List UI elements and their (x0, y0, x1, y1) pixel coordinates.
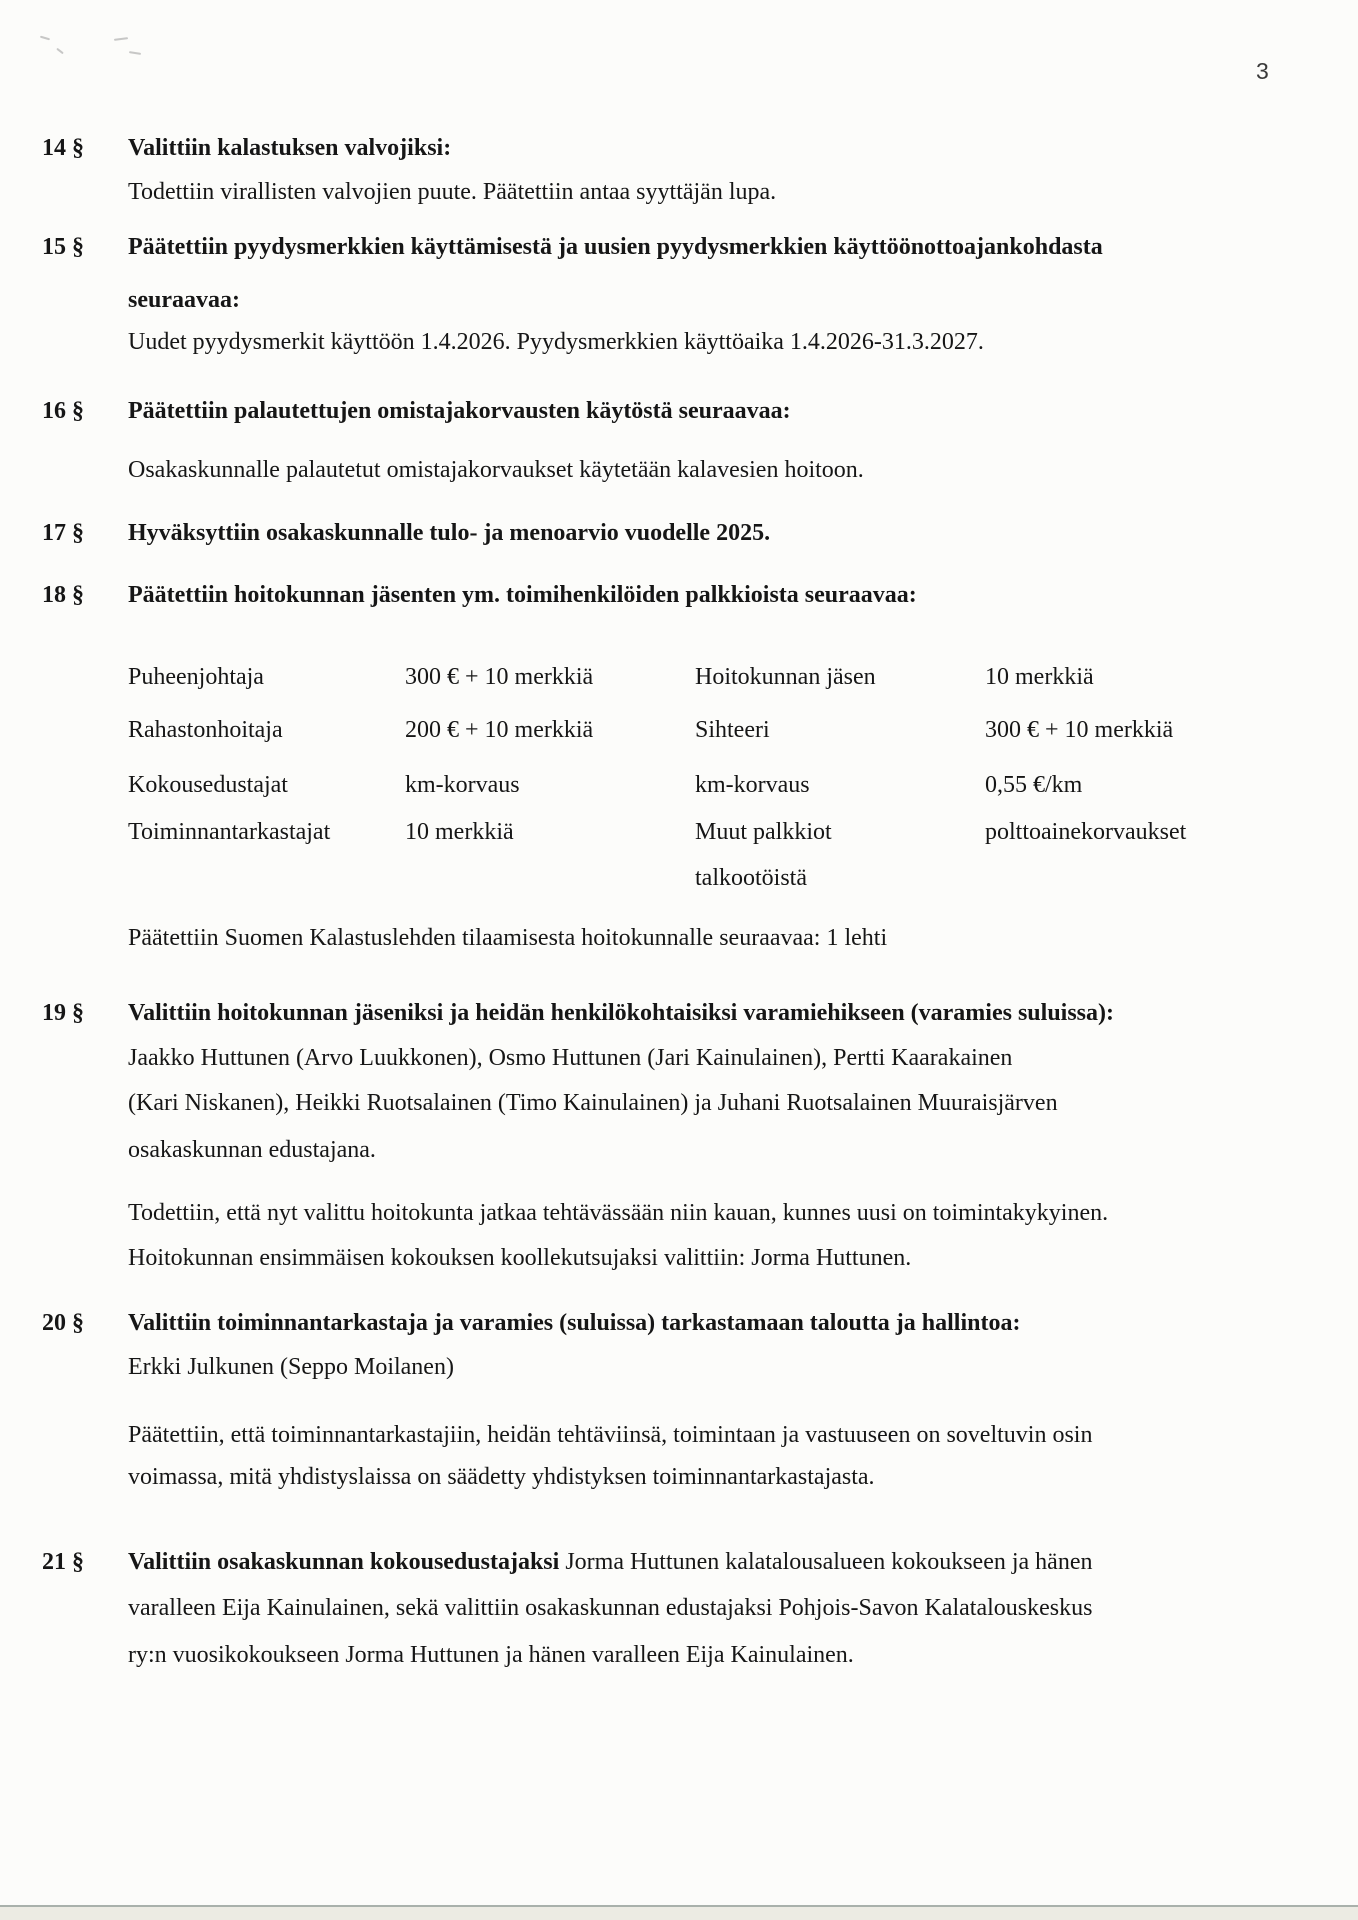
fee-table-cell: Toiminnantarkastajat (128, 819, 331, 845)
fee-table-cell: Rahastonhoitaja (128, 717, 283, 743)
section-heading-line: Päätettiin hoitokunnan jäsenten ym. toimihenkilöiden palkkioista seuraavaa: (128, 582, 917, 608)
fee-table-cell: 10 merkkiä (985, 664, 1094, 690)
section-heading-line: Päätettiin palautettujen omistajakorvausten käytöstä seuraavaa: (128, 398, 791, 424)
section-lead-rest: Jorma Huttunen kalatalousalueen kokoukseen ja hänen (559, 1549, 1093, 1575)
section-number: 16 § (42, 398, 84, 424)
section-heading-line: Valittiin toiminnantarkastaja ja varamies (suluissa) tarkastamaan taloutta ja hallintoa: (128, 1310, 1021, 1336)
fee-table-cell: km-korvaus (695, 772, 810, 798)
page-number: 3 (1256, 58, 1269, 84)
fee-table-cell: Kokousedustajat (128, 772, 288, 798)
section-number: 18 § (42, 582, 84, 608)
body-line: ry:n vuosikokoukseen Jorma Huttunen ja hänen varalleen Eija Kainulainen. (128, 1642, 854, 1668)
body-line: Osakaskunnalle palautetut omistajakorvaukset käytetään kalavesien hoitoon. (128, 457, 864, 483)
section-heading-line: Valittiin hoitokunnan jäseniksi ja heidän henkilökohtaisiksi varamiehikseen (varamies suluissa): (128, 1000, 1114, 1026)
section-heading-line: Hyväksyttiin osakaskunnalle tulo- ja menoarvio vuodelle 2025. (128, 520, 771, 546)
body-line: Uudet pyydysmerkit käyttöön 1.4.2026. Pyydysmerkkien käyttöaika 1.4.2026-31.3.2027. (128, 329, 984, 355)
section-heading-line: seuraavaa: (128, 287, 240, 313)
section-heading-line: Valittiin kalastuksen valvojiksi: (128, 135, 452, 161)
fee-table-cell: 300 € + 10 merkkiä (405, 664, 594, 690)
fee-table-cell: Sihteeri (695, 717, 770, 743)
section-number: 14 § (42, 135, 84, 161)
body-line: Todettiin virallisten valvojien puute. Päätettiin antaa syyttäjän lupa. (128, 179, 777, 205)
scan-smudge (114, 37, 128, 41)
fee-table-cell: Muut palkkiot (695, 819, 832, 845)
fee-table-cell: Hoitokunnan jäsen (695, 664, 876, 690)
body-line: osakaskunnan edustajana. (128, 1137, 376, 1163)
scan-smudge (129, 51, 141, 55)
body-line: Hoitokunnan ensimmäisen kokouksen koollekutsujaksi valittiin: Jorma Huttunen. (128, 1245, 912, 1271)
body-line: (Kari Niskanen), Heikki Ruotsalainen (Timo Kainulainen) ja Juhani Ruotsalainen Muuraisjärven (128, 1090, 1058, 1116)
fee-table-cell: 10 merkkiä (405, 819, 514, 845)
fee-table-cell: Puheenjohtaja (128, 664, 264, 690)
body-line: Erkki Julkunen (Seppo Moilanen) (128, 1354, 454, 1380)
section-lead-line (128, 1547, 1092, 1577)
scan-smudge (56, 48, 64, 55)
section-number: 17 § (42, 520, 84, 546)
fee-table-cell: 300 € + 10 merkkiä (985, 717, 1174, 743)
fee-table-cell: 200 € + 10 merkkiä (405, 717, 594, 743)
scan-smudge (40, 36, 50, 41)
body-line: Todettiin, että nyt valittu hoitokunta jatkaa tehtävässään niin kauan, kunnes uusi on toimintakykyinen. (128, 1200, 1109, 1226)
body-line: voimassa, mitä yhdistyslaissa on säädetty yhdistyksen toiminnantarkastajasta. (128, 1464, 875, 1490)
body-line: varalleen Eija Kainulainen, sekä valittiin osakaskunnan edustajaksi Pohjois-Savon Kalatalouskeskus (128, 1595, 1093, 1621)
body-line: Päätettiin Suomen Kalastuslehden tilaamisesta hoitokunnalle seuraavaa: 1 lehti (128, 925, 888, 951)
section-number: 20 § (42, 1310, 84, 1336)
section-number: 19 § (42, 1000, 84, 1026)
section-number: 21 § (42, 1549, 84, 1575)
scan-edge-strip (0, 1907, 1358, 1920)
fee-table-cell: 0,55 €/km (985, 772, 1083, 798)
fee-table-cell: polttoainekorvaukset (985, 819, 1187, 845)
section-number: 15 § (42, 234, 84, 260)
body-line: Jaakko Huttunen (Arvo Luukkonen), Osmo Huttunen (Jari Kainulainen), Pertti Kaarakainen (128, 1045, 1013, 1071)
fee-table-cell: talkootöistä (695, 865, 807, 891)
fee-table-cell: km-korvaus (405, 772, 520, 798)
section-lead-bold: Valittiin osakaskunnan kokousedustajaksi (128, 1549, 560, 1575)
body-line: Päätettiin, että toiminnantarkastajiin, heidän tehtäviinsä, toimintaan ja vastuuseen on soveltuvin osin (128, 1422, 1093, 1448)
section-heading-line: Päätettiin pyydysmerkkien käyttämisestä ja uusien pyydysmerkkien käyttöönottoajankohdasta (128, 234, 1103, 260)
